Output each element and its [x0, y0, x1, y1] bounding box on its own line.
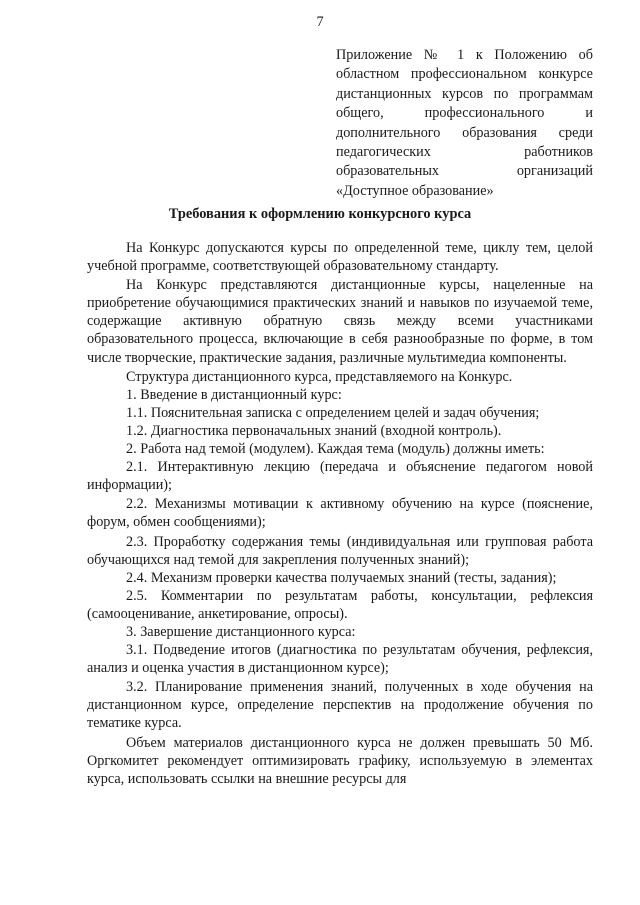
paragraph: Объем материалов дистанционного курса не должен превышать 50 Мб. Оргкомитет рекомендует оптимизировать графику, используемую в элементах курса, использовать ссылки на внешние ресурсы для	[87, 734, 593, 787]
document-body	[87, 239, 593, 788]
page-number: 7	[316, 14, 324, 30]
paragraph: На Конкурс представляются дистанционные курсы, нацеленные на приобретение обучающимися практических знаний и навыков по изучаемой теме, содержащие активную обратную связь между всеми участниками образовательного процесса, включающие в себя разнообразные по форме, в том числе творческие, практические задания, различные мультимедиа компоненты.	[87, 277, 593, 366]
paragraph: Структура дистанционного курса, представляемого на Конкурс.	[126, 368, 513, 385]
appendix-line: «Доступное образование»	[336, 182, 494, 199]
list-item: 1.2. Диагностика первоначальных знаний (входной контроль).	[126, 422, 502, 439]
list-item: 1. Введение в дистанционный курс:	[126, 386, 342, 403]
paragraph: На Конкурс допускаются курсы по определенной теме, циклу тем, целой учебной программе, соответствующей образовательному стандарту.	[87, 240, 593, 275]
list-item: 3. Завершение дистанционного курса:	[126, 623, 356, 640]
section-title: Требования к оформлению конкурсного курса	[168, 206, 472, 222]
appendix-line: общего, профессионального и	[336, 105, 593, 122]
list-item: 1.1. Пояснительная записка с определением целей и задач обучения;	[126, 404, 540, 421]
list-item: 2. Работа над темой (модулем). Каждая тема (модуль) должны иметь:	[126, 441, 545, 458]
appendix-note	[336, 46, 593, 201]
appendix-line: областном профессиональном конкурсе	[336, 66, 593, 83]
appendix-line: педагогических работников	[336, 144, 593, 161]
appendix-line: Приложение № 1 к Положению об	[336, 47, 593, 63]
list-item: 2.5. Комментарии по результатам работы, консультации, рефлексия (самооценивание, анкетирование, опросы).	[87, 587, 593, 622]
appendix-line: дистанционных курсов по программам	[336, 85, 593, 102]
appendix-line: образовательных организаций	[336, 163, 593, 180]
list-item: 2.3. Проработку содержания темы (индивидуальная или групповая работа обучающихся над темой для закрепления полученных знаний);	[87, 533, 593, 568]
list-item: 2.2. Механизмы мотивации к активному обучению на курсе (пояснение, форум, обмен сообщениями);	[87, 496, 593, 531]
list-item: 3.2. Планирование применения знаний, полученных в ходе обучения на дистанционном курсе, определение перспектив на продолжение обучения по тематике курса.	[87, 679, 593, 732]
list-item: 3.1. Подведение итогов (диагностика по результатам обучения, рефлексия, анализ и оценка участия в дистанционном курсе);	[87, 642, 593, 677]
list-item: 2.4. Механизм проверки качества получаемых знаний (тесты, задания);	[126, 569, 557, 586]
list-item: 2.1. Интерактивную лекцию (передача и объяснение педагогом новой информации);	[87, 459, 593, 494]
appendix-line: дополнительного образования среди	[336, 124, 593, 141]
